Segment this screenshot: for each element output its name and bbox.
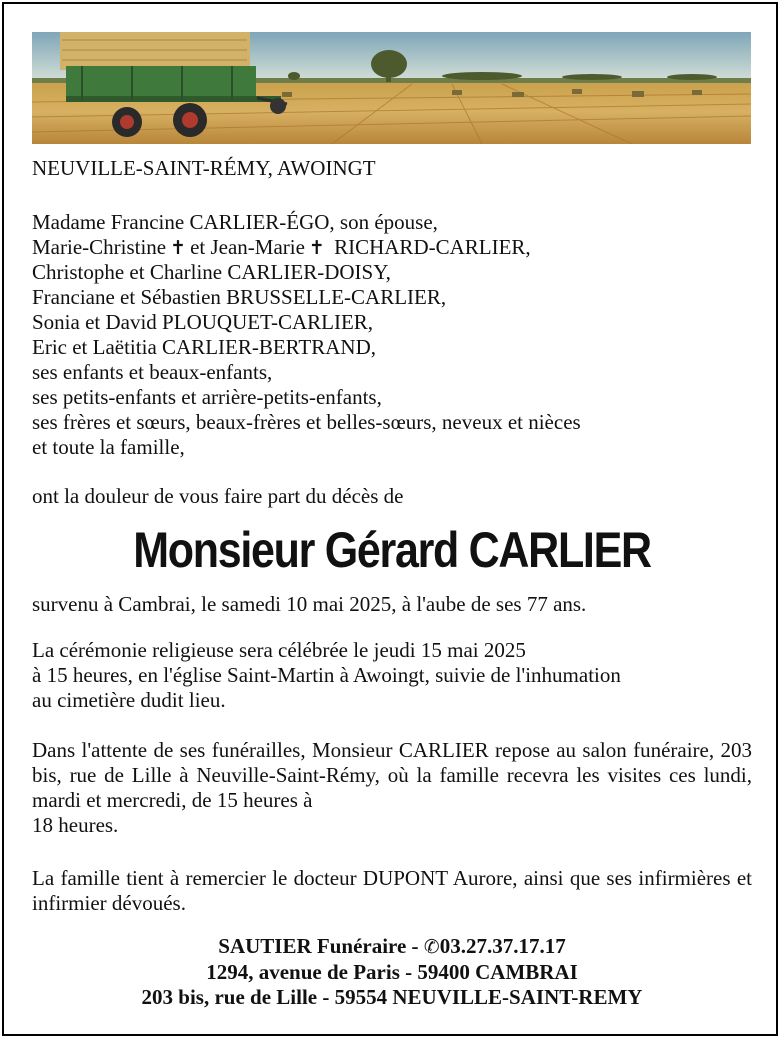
family-name-part: et Jean-Marie [190,235,305,259]
family-line: Sonia et David PLOUQUET-CARLIER, [32,310,374,334]
harvest-field-illustration [32,32,751,144]
family-line: ses frères et sœurs, beaux-frères et belles-sœurs, neveux et nièces [32,410,581,434]
family-name-part: RICHARD-CARLIER, [334,235,531,259]
company-name: SAUTIER Funéraire - [218,934,419,958]
family-line: Madame Francine CARLIER-ÉGO, son épouse, [32,210,438,234]
ceremony-info [32,638,752,713]
family-line-with-crosses [32,235,752,260]
cross-icon: ✝ [308,237,325,259]
funeral-home-footer [0,934,784,1010]
footer-company-line [0,934,784,960]
salon-last-line: 18 heures. [32,813,119,837]
family-line: ses petits-enfants et arrière-petits-enfants, [32,385,382,409]
footer-address-1: 1294, avenue de Paris - 59400 CAMBRAI [206,960,578,984]
family-line: Eric et Laëtitia CARLIER-BERTRAND, [32,335,376,359]
cross-icon: ✝ [170,237,187,259]
death-details: survenu à Cambrai, le samedi 10 mai 2025, à l'aube de ses 77 ans. [32,592,587,616]
phone-number[interactable]: 03.27.37.17.17 [439,934,566,958]
thanks-paragraph: La famille tient à remercier le docteur DUPONT Aurore, ainsi que ses infirmières et infirmier dévoués. [32,866,752,915]
ceremony-line: La cérémonie religieuse sera célébrée le jeudi 15 mai 2025 [32,638,526,662]
family-line: Christophe et Charline CARLIER-DOISY, [32,260,391,284]
family-line: ses enfants et beaux-enfants, [32,360,273,384]
footer-address-2: 203 bis, rue de Lille - 59554 NEUVILLE-SAINT-REMY [141,985,643,1009]
ceremony-line: à 15 heures, en l'église Saint-Martin à Awoingt, suivie de l'inhumation [32,663,621,687]
announcement-intro: ont la douleur de vous faire part du décès de [32,484,404,508]
ceremony-line: au cimetière dudit lieu. [32,688,226,712]
family-name-part: Marie-Christine [32,235,167,259]
phone-icon: ✆ [423,936,440,958]
family-list [32,210,752,460]
salon-paragraph: Dans l'attente de ses funérailles, Monsieur CARLIER repose au salon funéraire, 203 bis, rue de Lille à Neuville-Saint-Rémy, où la famille recevra les visites ces lundi, mardi et mercredi, de 15 heures à [32,738,752,812]
family-line: et toute la famille, [32,435,185,459]
family-line: Franciane et Sébastien BRUSSELLE-CARLIER, [32,285,447,309]
location-line: NEUVILLE-SAINT-RÉMY, AWOINGT [32,156,376,180]
banner-image [32,32,751,144]
deceased-name: Monsieur Gérard CARLIER [133,522,651,578]
funeral-home-info [32,738,752,838]
